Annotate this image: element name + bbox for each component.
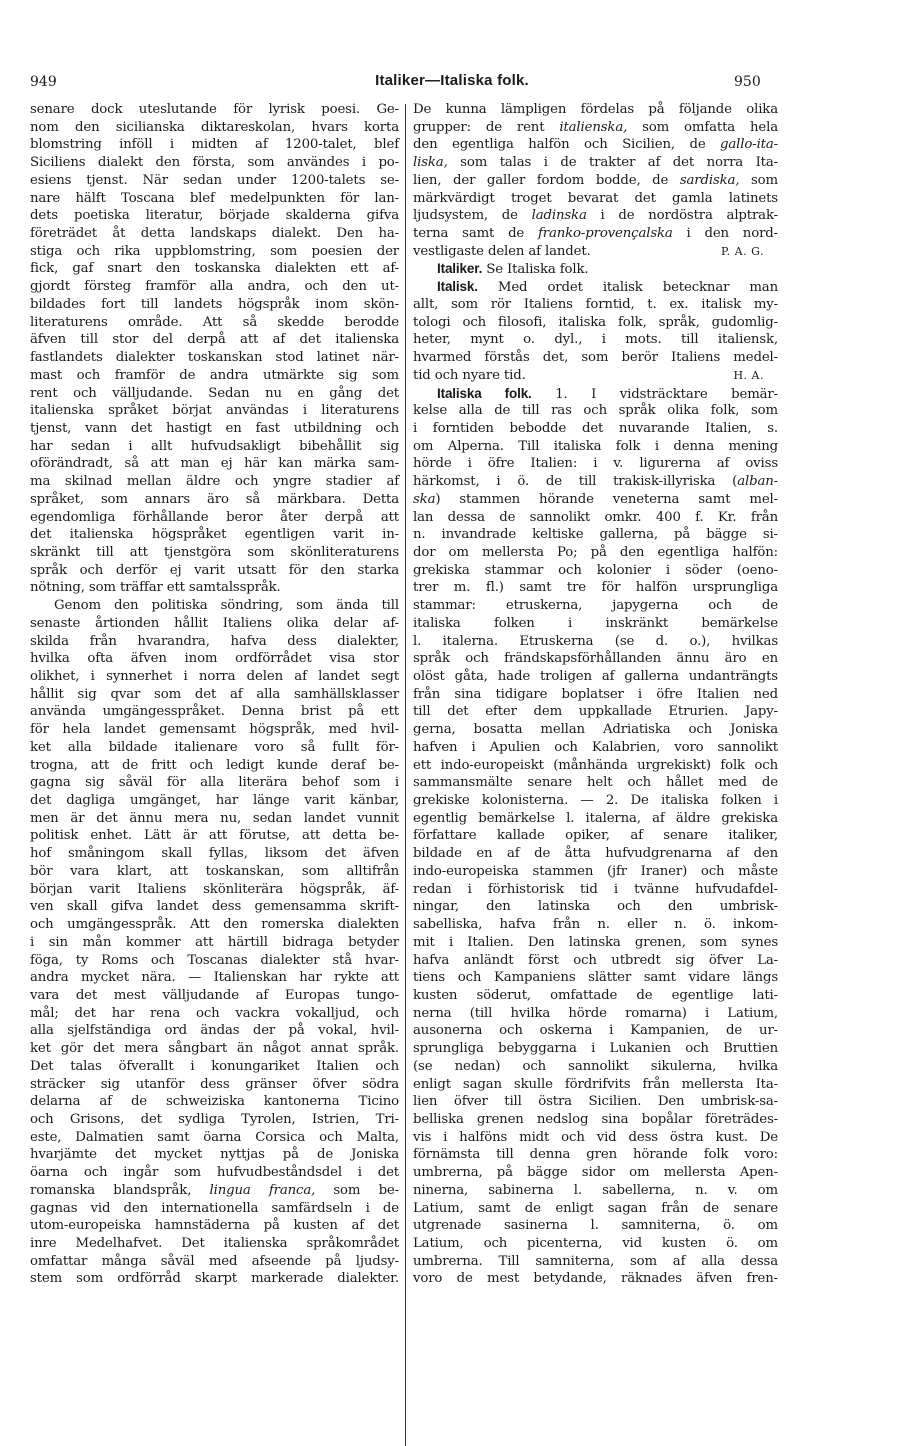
- right-column: [413, 101, 778, 1306]
- entry-italiker: [413, 260, 778, 278]
- italic-term: italienska,: [559, 119, 628, 135]
- text-line: este, Dalmatien samt öarna Corsica och Malta,: [30, 1129, 399, 1145]
- text-line: umbrerna. Till samniterna, som af alla dessa: [413, 1253, 778, 1269]
- text-line: grekiske kolonisterna. — 2. De italiska folken i: [413, 793, 778, 809]
- italic-term: alban-: [737, 474, 778, 490]
- text-line: Latium, och picenterna, vid kusten ö. om: [413, 1236, 778, 1251]
- text-line: vis i halföns midt och vid dess östra kust. De: [413, 1129, 778, 1145]
- text-span: tid och nyare tid.: [413, 367, 526, 383]
- text-line: ningar, den latinska och den umbrisk-: [413, 899, 778, 915]
- text-line: andra mycket nära. — Italienskan har rykte att: [30, 970, 399, 986]
- text-line: olöst gåta, hade troligen af gallerna undanträngts: [413, 669, 778, 684]
- text-line: tjenst, vann det hastigt en fast utbildning och: [30, 420, 399, 436]
- text-line: mast och framför de andra utmärkte sig som: [30, 367, 399, 383]
- text-line: lan dessa de sannolikt omkr. 400 f. Kr. från: [413, 509, 778, 525]
- text-span: i de nordöstra alptrak-: [586, 208, 778, 224]
- text-line: kusten söderut, omfattade de egentlige lati-: [413, 987, 778, 1003]
- italic-term: franko-provençalska: [537, 226, 673, 242]
- left-column: [30, 101, 399, 1288]
- italic-term: sardiska,: [679, 172, 740, 188]
- text-line: hvilka ofta äfven inom ordförrådet visa stor: [30, 651, 399, 667]
- text-line: gjordt försteg framför alla andra, och den ut-: [30, 279, 399, 295]
- text-span: ljudsystem, de: [413, 208, 532, 224]
- entry-italiska-folk: [413, 385, 778, 403]
- text-line: till det efter dem uppkallade Etrurien. Japy-: [413, 704, 778, 720]
- text-line: ninerna, sabinerna l. sabellerna, n. v. om: [413, 1182, 778, 1198]
- text-span: som talas i de trakter af det norra Ita-: [447, 155, 778, 171]
- text-line: mål; det har rena och vackra vokalljud, och: [30, 1005, 399, 1021]
- text-line: om Alperna. Till italiska folk i denna mening: [413, 438, 778, 454]
- text-line: hafven i Apulien och Kalabrien, voro sannolikt: [413, 739, 778, 755]
- text-line: märkvärdigt troget bevarat det gamla latinets: [413, 190, 778, 206]
- text-line: från sina tidigare boplatser i öfre Italien ned: [413, 686, 778, 702]
- text-line: olikhet, i synnerhet i norra delen af landet segt: [30, 669, 399, 684]
- text-line: belliska grenen nedslog sina bopålar företrädes-: [413, 1111, 778, 1127]
- text-line: redan i förhistorisk tid i tvänne hufvudafdel-: [413, 881, 778, 897]
- text-line: gagna sig såväl för alla literära behof som i: [30, 775, 399, 791]
- text-line: har sedan i allt hufvudsakligt bibehållit sig: [30, 438, 399, 454]
- text-span: den egentliga halfön och Sicilien, de: [413, 137, 721, 153]
- text-line: [413, 1288, 778, 1306]
- text-line: i forntiden bebodde det nuvarande Italien, s.: [413, 420, 778, 436]
- text-line: vara det mest välljudande af Europas tungo-: [30, 987, 399, 1003]
- text-line: trer m. fl.) samt tre för halfön ursprungliga: [413, 580, 778, 596]
- text-line: egendomliga förhållande beror åter derpå att: [30, 509, 399, 525]
- text-line: tiens och Kampaniens slätter samt vidare längs: [413, 970, 778, 986]
- text-line: inre Medelhafvet. Det italienska språkområdet: [30, 1236, 399, 1251]
- page-number-left: 949: [30, 74, 57, 90]
- text-line: esiens tjenst. När sedan under 1200-talets se-: [30, 172, 399, 188]
- text-line: gerna, bosatta mellan Adriatiska och Joniska: [413, 722, 778, 738]
- text-line: språket, som annars äro så märkbara. Detta: [30, 491, 399, 507]
- text-line: sprungliga bebyggarna i Lukanien och Bruttien: [413, 1041, 778, 1057]
- italic-term: liska,: [413, 155, 448, 171]
- text-line: stem som ordförråd skarpt markerade dialekter.: [30, 1271, 399, 1287]
- paragraph-start: Genom den politiska söndring, som ända till: [54, 598, 399, 614]
- text-line: Det talas öfverallt i konungariket Italien och: [30, 1058, 399, 1074]
- text-line: [413, 243, 778, 261]
- text-line: språk och derför ej varit utsatt för den starka: [30, 562, 399, 578]
- text-line: italiska folken i inskränkt bemärkelse: [413, 615, 778, 631]
- text-line: [30, 1182, 399, 1200]
- text-line: bildade en af de åtta hufvudgrenarna af den: [413, 846, 778, 862]
- text-line: nom den sicilianska diktareskolan, hvars korta: [30, 119, 399, 135]
- text-line: hvarjämte det mycket nyttjas på de Joniska: [30, 1147, 399, 1163]
- text-line: [413, 207, 778, 225]
- text-line: början varit Italiens skönliterära högspråk, äf-: [30, 881, 399, 897]
- text-line: hof småningom skall fyllas, liksom det äfven: [30, 846, 399, 862]
- text-line: och Grisons, det sydliga Tyrolen, Istrien, Tri-: [30, 1111, 399, 1127]
- text-line: allt, som rör Italiens forntid, t. ex. italisk my-: [413, 296, 778, 312]
- text-line: nerna (till hvilka hörde romarna) i Latium,: [413, 1005, 778, 1021]
- italic-term: gallo-ita-: [720, 137, 778, 153]
- text-line: alla sjelfständiga ord ändas der på vokal, hvil-: [30, 1023, 399, 1039]
- text-line: skränkt till att tjenstgöra som skönliteraturens: [30, 544, 399, 560]
- text-line: omfattar många såväl med afseende på ljudsy-: [30, 1253, 399, 1269]
- text-line: öarna och ingår som hufvudbeståndsdel i det: [30, 1165, 399, 1181]
- text-line: bör vara klart, att toskanskan, som alltifrån: [30, 863, 399, 879]
- text-line: [413, 367, 778, 385]
- text-line: stammar: etruskerna, japygerna och de: [413, 598, 778, 614]
- text-line: hörde i öfre Italien: i v. ligurerna af oviss: [413, 456, 778, 472]
- entry-headword: Italiska folk.: [437, 385, 532, 401]
- text-line: använda umgängesspråket. Denna brist på ett: [30, 704, 399, 720]
- text-line: i sin mån kommer att härtill bidraga betyder: [30, 934, 399, 950]
- text-line: umbrerna, på bägge sidor om mellersta Apen-: [413, 1165, 778, 1181]
- column-divider: [405, 104, 406, 1446]
- text-span: Med ordet italisk betecknar man: [477, 280, 778, 296]
- italic-term: ska: [413, 491, 436, 507]
- text-line: trogna, att de fritt och ledigt kunde deraf be-: [30, 757, 399, 773]
- entry-italisk: [413, 278, 778, 296]
- text-span: terna samt de: [413, 226, 538, 242]
- text-line: sammansmälte senare helt och hållet med de: [413, 775, 778, 791]
- text-line: äfven till stor del derpå att af det italienska: [30, 332, 399, 348]
- text-line: voro de mest betydande, räknades äfven fren-: [413, 1271, 778, 1287]
- author-signature: P. A. G.: [721, 244, 764, 258]
- running-head-title: Italiker—Italiska folk.: [375, 72, 529, 89]
- text-line: grekiska stammar och kolonier i söder (oeno-: [413, 562, 778, 578]
- text-line: delarna af de schweiziska kantonerna Ticino: [30, 1094, 399, 1110]
- text-line: [413, 136, 778, 154]
- page-number-right: 950: [734, 74, 761, 90]
- text-line: bildades fort till landets högspråk inom skön-: [30, 296, 399, 312]
- text-line: ma skilnad mellan äldre och yngre stadier af: [30, 474, 399, 490]
- text-line: sabelliska, hafva från n. eller n. ö. inkom-: [413, 917, 778, 933]
- text-line: (se nedan) och sannolikt sikulerna, hvilka: [413, 1058, 778, 1074]
- text-line: italienska språket börjat användas i literaturens: [30, 403, 399, 419]
- text-line: Latium, samt de enligt sagan från de senare: [413, 1200, 778, 1216]
- text-line: hållit sig qvar som det af alla samhällsklasser: [30, 686, 399, 702]
- entry-headword: Italiker.: [437, 261, 483, 277]
- text-span: 1. I vidsträcktare bemär-: [531, 386, 778, 402]
- text-line: lien öfver till östra Sicilien. Den umbrisk-sa-: [413, 1094, 778, 1110]
- text-line: literaturens område. Att så skedde berodde: [30, 314, 399, 330]
- text-line: ausonerna och oskerna i Kampanien, de ur-: [413, 1023, 778, 1039]
- text-line: dor om mellersta Po; på den egentliga halfön:: [413, 544, 778, 560]
- entry-headword: Italisk.: [437, 279, 478, 295]
- text-span: härkomst, i ö. de till trakisk-illyriska (: [413, 474, 738, 490]
- text-span: som: [739, 172, 778, 188]
- text-line: [413, 473, 778, 491]
- text-line: ett indo-europeiskt (månhända urgrekiskt) folk och: [413, 757, 778, 773]
- text-line: [413, 119, 778, 137]
- text-line: dets poetiska literatur, började skalderna gifva: [30, 208, 399, 224]
- text-line: [413, 491, 778, 509]
- author-signature: H. A.: [733, 368, 764, 382]
- text-line: senaste årtionden hållit Italiens olika delar af-: [30, 615, 399, 631]
- text-span: grupper: de rent: [413, 119, 560, 135]
- text-span: som be-: [315, 1182, 399, 1198]
- text-span: lien, der galler fordom bodde, de: [413, 172, 680, 188]
- text-line: politisk enhet. Lätt är att förutse, att detta be-: [30, 828, 399, 844]
- text-span: ) stammen hörande veneterna samt mel-: [435, 491, 778, 507]
- text-line: indo-europeiska stammen (jfr Iraner) och måste: [413, 863, 778, 879]
- text-line: gagnas vid den internationella samfärdseln i de: [30, 1200, 399, 1216]
- text-span: Se Italiska folk.: [482, 262, 589, 278]
- text-line: utgrenade sasinerna l. samniterna, ö. om: [413, 1218, 778, 1234]
- text-line: tologi och filosofi, italiska folk, språk, gudomlig-: [413, 314, 778, 330]
- text-span: i den nord-: [672, 226, 778, 242]
- text-line: det dagliga umgänget, har länge varit känbar,: [30, 793, 399, 809]
- text-span: vestligaste delen af landet.: [413, 243, 591, 259]
- text-line: nare hälft Toscana blef medelpunkten för lan-: [30, 190, 399, 206]
- text-line: fick, gaf snart den toskanska dialekten ett af-: [30, 261, 399, 277]
- text-line: Siciliens dialekt den första, som användes i po-: [30, 155, 399, 171]
- text-line: mit i Italien. Den latinska grenen, som synes: [413, 934, 778, 950]
- text-line: och umgängesspråk. Att den romerska dialekten: [30, 917, 399, 933]
- text-line: ven skall gifva landet dess gemensamma skrift-: [30, 899, 399, 915]
- text-line: författare kallade opiker, af senare italiker,: [413, 828, 778, 844]
- text-line: språk och frändskapsförhållanden ännu äro en: [413, 651, 778, 667]
- text-line: De kunna lämpligen fördelas på följande olika: [413, 102, 778, 117]
- text-line: företrädet åt detta landskaps dialekt. Den ha-: [30, 226, 399, 242]
- text-line: heter, mynt o. dyl., i mots. till italiensk,: [413, 332, 778, 348]
- text-line: l. italerna. Etruskerna (se d. o.), hvilkas: [413, 633, 778, 649]
- text-line: fastlandets dialekter toskanskan stod latinet när-: [30, 350, 399, 366]
- text-line: föga, ty Roms och Toscanas dialekter stå hvar-: [30, 952, 399, 968]
- text-line: [413, 154, 778, 172]
- text-line: för hela landet gemensamt högspråk, med hvil-: [30, 722, 399, 738]
- text-line: [413, 225, 778, 243]
- text-line: oförändradt, så att man ej här kan märka sam-: [30, 456, 399, 472]
- text-line: egentlig bemärkelse l. italerna, af äldre grekiska: [413, 810, 778, 826]
- text-line: n. invandrade keltiske gallerna, på bägge si-: [413, 527, 778, 543]
- text-line: utom-europeiska hamnstäderna på kusten af det: [30, 1218, 399, 1234]
- text-line: senare dock uteslutande för lyrisk poesi. Ge-: [30, 102, 399, 117]
- text-line: ket gör det mera sångbart än något annat språk.: [30, 1041, 399, 1057]
- text-line: hafva anländt först och utbredt sig öfver La-: [413, 952, 778, 968]
- text-line: [413, 172, 778, 190]
- text-line: förnämsta till denna gren hörande folk voro:: [413, 1147, 778, 1163]
- italic-term: ladinska: [531, 208, 587, 224]
- text-line: enligt sagan skulle fördrifvits från mellersta Ita-: [413, 1076, 778, 1092]
- text-line: skilda från hvarandra, hafva dess dialekter,: [30, 633, 399, 649]
- text-line: sträcker sig utanför dess gränser öfver södra: [30, 1076, 399, 1092]
- text-line: det italienska högspråket egentligen varit in-: [30, 527, 399, 543]
- text-line: hvarmed förstås det, som berör Italiens medel-: [413, 350, 778, 366]
- text-line: rent och välljudande. Sedan nu en gång det: [30, 385, 399, 401]
- text-line: nötning, som träffar ett samtalsspråk.: [30, 580, 281, 596]
- text-line: blomstring inföll i midten af 1200-talet, blef: [30, 137, 399, 153]
- text-line: kelse alla de till ras och språk olika folk, som: [413, 403, 778, 419]
- text-line: ket alla bildade italienare voro så fullt för-: [30, 739, 399, 755]
- text-line: men är det ännu mera nu, sedan landet vunnit: [30, 810, 399, 826]
- italic-term: lingua franca,: [209, 1182, 316, 1198]
- text-line: stiga och rika uppblomstring, som poesien der: [30, 243, 399, 259]
- text-span: romanska blandspråk,: [30, 1182, 210, 1198]
- text-span: som omfatta hela: [627, 119, 778, 135]
